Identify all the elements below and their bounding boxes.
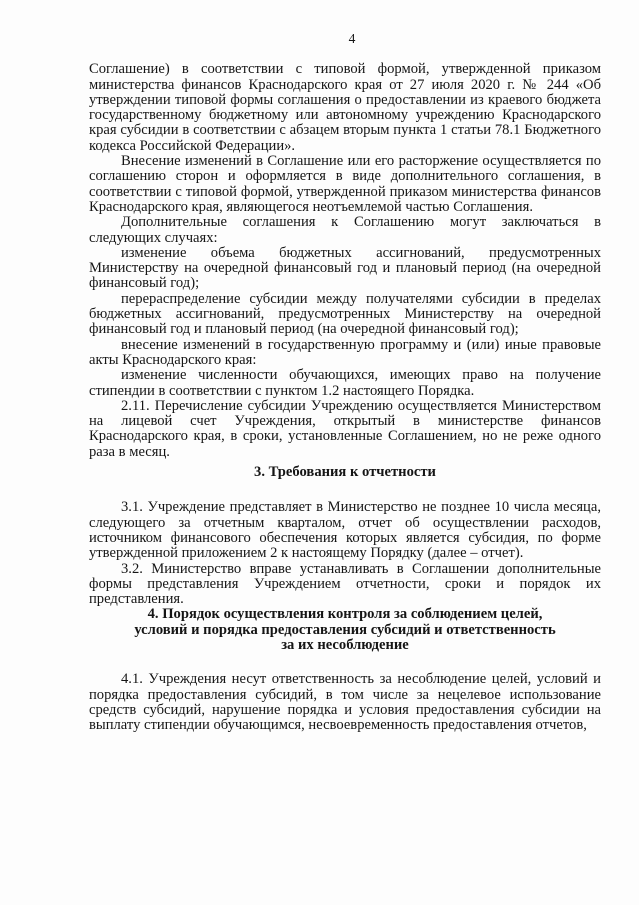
section-2-continuation (89, 62, 601, 460)
paragraph-4-1: 4.1. Учреждения несут ответственность за несоблюдение целей, условий и порядка предоставления субсидий, в том числе за нецелевое использование средств субсидий, нарушение порядка и условия предоставления субсидии на выплату стипендии обучающимся, несвоевременность предоставления отчетов, (89, 671, 601, 734)
section-3-body (89, 500, 601, 607)
section-4-title-line-1: 4. Порядок осуществления контроля за соблюдением целей, (147, 606, 543, 623)
paragraph-case-program-change: внесение изменений в государственную программу и (или) иные правовые акты Краснодарского края: (89, 336, 601, 368)
section-3-title: 3. Требования к отчетности (254, 464, 436, 481)
section-4-title-line-2: условий и порядка предоставления субсидий и ответственность (134, 621, 556, 638)
section-4-title (89, 607, 601, 653)
paragraph-case-student-count: изменение численности обучающихся, имеющих право на получение стипендии в соответствии с пунктом 1.2 настоящего Порядка. (89, 367, 601, 399)
section-4-body (89, 672, 601, 733)
page-number: 4 (348, 31, 356, 46)
paragraph-agreement-form: Соглашение) в соответствии с типовой формой, утвержденной приказом министерства финансов Краснодарского края от 27 июля 2020 г. № 244 «Об утверждении типовой формы соглашения о предоставлении из краевого бюджета государственному бюджетному или автономному учреждению Краснодарского края субсидии в соответствии с абзацем вторым пункта 1 статьи 78.1 Бюджетного кодекса Российской Федерации». (89, 61, 601, 154)
paragraph-2-11-transfer: 2.11. Перечисление субсидии Учреждению осуществляется Министерством на лицевой счет Учреждения, открытый в министерстве финансов Краснодарского края, в сроки, установленные Соглашением, но не реже одного раза в месяц. (89, 397, 601, 460)
paragraph-case-redistribution: перераспределение субсидии между получателями субсидии в пределах бюджетных ассигнований, предусмотренных Министерству на очередной финансовый год и плановый период (на очередной финансовый год); (89, 290, 601, 338)
paragraph-additional-agreements: Дополнительные соглашения к Соглашению могут заключаться в следующих случаях: (89, 214, 601, 246)
paragraph-3-2: 3.2. Министерство вправе устанавливать в Соглашении дополнительные формы представления Учреждением отчетности, сроки и порядок их представления. (89, 560, 601, 608)
paragraph-case-budget-change: изменение объема бюджетных ассигнований, предусмотренных Министерству на очередной финансовый год и плановый период (на очередной финансовый год); (89, 244, 601, 292)
paragraph-3-1: 3.1. Учреждение представляет в Министерство не позднее 10 числа месяца, следующего за отчетным кварталом, отчет об осуществлении расходов, источником финансового обеспечения которых является субсидия, по форме утвержденной приложением 2 к настоящему Порядку (далее – отчет). (89, 499, 601, 562)
paragraph-amendments: Внесение изменений в Соглашение или его расторжение осуществляется по соглашению сторон и оформляется в виде дополнительного соглашения, в соответствии с типовой формой, утвержденной приказом министерства финансов Краснодарского края, являющегося неотъемлемой частью Соглашения. (89, 153, 601, 215)
section-4-title-line-3: за их несоблюдение (281, 636, 409, 653)
